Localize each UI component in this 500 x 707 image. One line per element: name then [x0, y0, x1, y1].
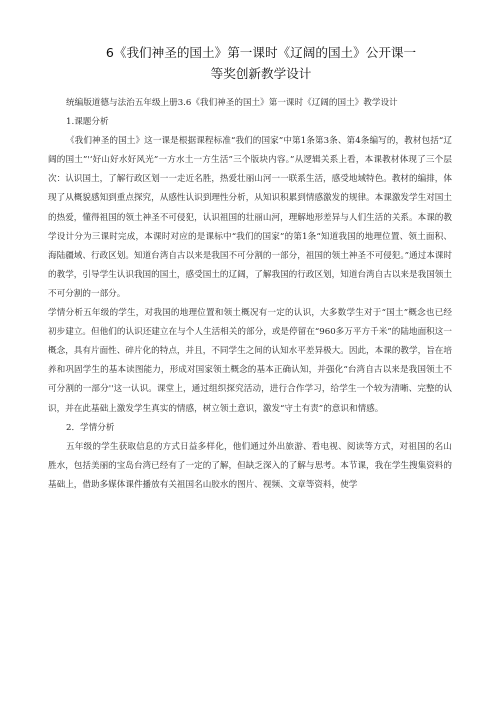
- section-heading-student-analysis: 2．学情分析: [66, 422, 115, 433]
- document-title: [48, 42, 452, 84]
- student-analysis-detail-paragraph: 五年级的学生获取信息的方式日益多样化，他们通过外出旅游、看电视、阅读等方式，对祖国的名山胜水，包括美丽的宝岛台湾已经有了一定的了解，但缺乏深入的了解与思考。本节课，我在学生搜集资料的基础上，借助多媒体课件播放有关祖国名山胶水的图片、视频、文章等资料，使学: [48, 441, 452, 490]
- student-analysis-paragraph: 学情分析五年级的学生，对我国的地理位置和领土概况有一定的认识，大多数学生对于“国土”概念也已经初步建立。但他们的认识还建立在与个人生活相关的部分，或是停留在“960多万平方千米”的陆地面积这一概念，具有片面性、碎片化的特点，并且，不同学生之间的认知水平差异极大。因此，本课的教学，旨在培养和巩固学生的基本读图能力，形成对国家领土概念的基本正确认知，并强化“台湾自古以来是我国领土不可分割的一部分''这一认识。课堂上，通过组织探究活动，进行合作学习，给学生一个较为清晰、完整的认识，并在此基础上激发学生真实的情感，树立领土意识，激发“守土有责”的意识和情感。: [48, 308, 452, 414]
- title-line-2: 等奖创新教学设计: [210, 66, 312, 81]
- title-line-1: 6《我们神圣的国土》第一课时《辽阔的国土》公开课一: [105, 45, 417, 60]
- intro-paragraph: 统编版道德与法治五年级上册3.6《我们神圣的国土》第一课时《辽阔的国土》教学设计: [66, 98, 398, 108]
- document-body: [48, 94, 452, 495]
- course-analysis-paragraph: 《我们神圣的国土》这一课是根据课程标准“我们的国家”中第1条第3条、第4条编写的，教材包括“辽阔的国土”'‘好山好水好风光”一方水土一方生活”三个版块内容。”从逻辑关系上看，本课教材体现了三个层次：认识国土，了解行政区划一一走近名胜，热爱壮丽山河一一联系生活，感受地域特色。教材的编排，体现了从概貌感知到重点探究，从感性认识到理性分析，从知识积累到情感激发的规律。本课激发学生对国土的热爱，懂得祖国的领土神圣不可侵犯，认识祖国的壮丽山河，理解地形差异与人们生活的关系。本课的教学设计分为三课时完成，本课时对应的是课标中“我们的国家”的第1条“知道我国的地理位置、领土面积、海陆疆域、行政区划。知道台湾自古以来是我国不可分割的一部分，祖国的领土神圣不可侵犯。”通过本课时的教学，引导学生认识我国的国土，感受国土的辽阔，了解我国的行政区划，知道台湾自古以来是我国领土不可分割的一部分。: [48, 136, 453, 299]
- section-heading-course-analysis: 1.课题分析: [66, 117, 109, 128]
